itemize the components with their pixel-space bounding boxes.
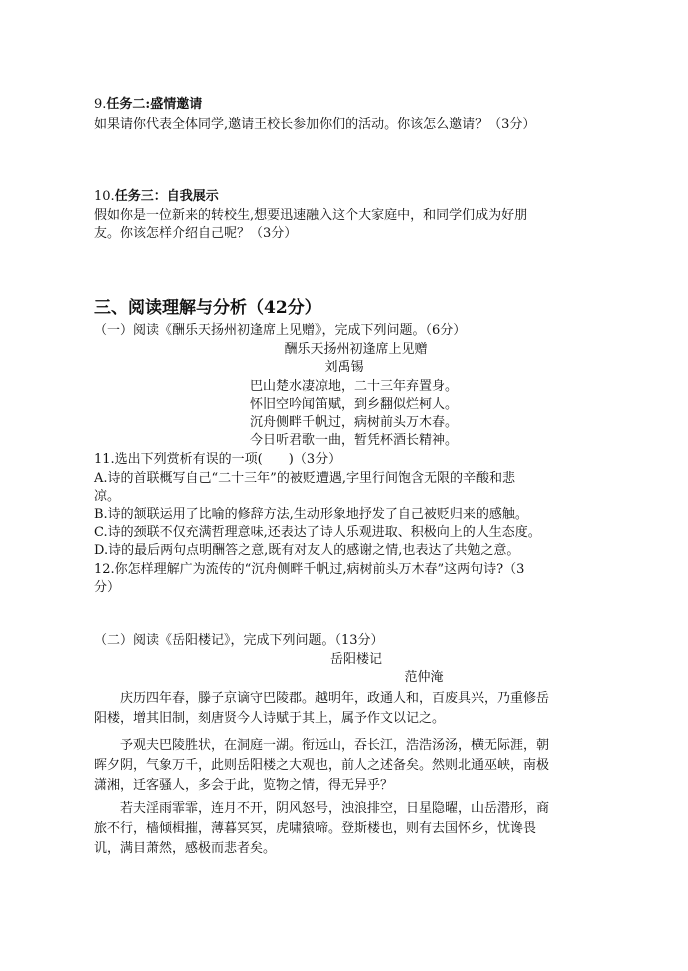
paragraph-2-line2: 晖夕阴，气象万千，此则岳阳楼之大观也，前人之述备矣。然则北通巫峡，南极 bbox=[94, 758, 550, 773]
text-author: 范仲淹 bbox=[404, 670, 444, 685]
poem-line-4: 今日听君歌一曲，暂凭杯酒长精神。 bbox=[250, 433, 459, 448]
paragraph-1-line2: 阳楼，增其旧制，刻唐贤今人诗赋于其上，属予作文以记之。 bbox=[94, 711, 446, 726]
q11-option-a-line1: A.诗的首联概写自己“二十三年”的被贬遭遇,字里行间饱含无限的辛酸和悲 bbox=[94, 471, 515, 486]
q11-option-c: C.诗的颈联不仅充满哲理意味,还表达了诗人乐观进取、积极向上的人生态度。 bbox=[94, 525, 541, 540]
q12-stem-line1: 12.你怎样理解广为流传的“沉舟侧畔千帆过,病树前头万木春”这两句诗?（3 bbox=[94, 562, 525, 577]
text-title: 岳阳楼记 bbox=[329, 652, 382, 667]
q9-number: 9. bbox=[94, 97, 107, 112]
q9-title: 任务二:盛情邀请 bbox=[106, 97, 203, 112]
q12-stem-line2: 分） bbox=[94, 580, 121, 595]
q9-prompt: 如果请你代表全体同学,邀请王校长参加你们的活动。你该怎么邀请？（3分） bbox=[94, 117, 536, 132]
q11-option-b: B.诗的颔联运用了比喻的修辞方法,生动形象地抒发了自己被贬归来的感触。 bbox=[94, 507, 528, 522]
q9-heading bbox=[94, 96, 202, 114]
poem-author: 刘禹锡 bbox=[324, 360, 364, 375]
q11-option-d: D.诗的最后两句点明酬答之意,既有对友人的感谢之情,也表达了共勉之意。 bbox=[94, 543, 520, 558]
poem-line-1: 巴山楚水凄凉地，二十三年弃置身。 bbox=[250, 379, 459, 394]
poem-title: 酬乐天扬州初逢席上见赠 bbox=[284, 342, 428, 357]
paragraph-3-line2: 旅不行，樯倾楫摧，薄暮冥冥，虎啸猿啼。登斯楼也，则有去国怀乡，忧谗畏 bbox=[94, 821, 537, 836]
poem-line-3: 沉舟侧畔千帆过，病树前头万木春。 bbox=[250, 415, 459, 430]
paragraph-1-line1: 庆历四年春，滕子京谪守巴陵郡。越明年，政通人和，百废具兴，乃重修岳 bbox=[94, 691, 550, 706]
q11-option-a-line2: 凉。 bbox=[94, 489, 121, 504]
poem-line-2: 怀旧空吟闻笛赋，到乡翻似烂柯人。 bbox=[250, 397, 459, 412]
paragraph-3-line3: 讥，满目萧然，感极而悲者矣。 bbox=[94, 841, 277, 856]
paragraph-2-line1: 予观夫巴陵胜状，在洞庭一湖。衔远山，吞长江，浩浩汤汤，横无际涯，朝 bbox=[94, 738, 550, 753]
q10-number: 10. bbox=[94, 189, 115, 204]
q10-title: 任务三：自我展示 bbox=[114, 189, 219, 204]
q10-prompt-line1: 假如你是一位新来的转校生,想要迅速融入这个大家庭中，和同学们成为好朋 bbox=[94, 208, 528, 223]
paragraph-3-line1: 若夫淫雨霏霏，连月不开，阴风怒号，浊浪排空，日星隐曜，山岳潜形，商 bbox=[94, 801, 550, 816]
part2-intro: （二）阅读《岳阳楼记》，完成下列问题。（13分） bbox=[94, 633, 384, 648]
q11-stem: 11.选出下列赏析有误的一项( )（3分） bbox=[94, 452, 342, 467]
q10-prompt-line2: 友。你该怎样介绍自己呢？（3分） bbox=[94, 226, 298, 241]
part1-intro: （一）阅读《酬乐天扬州初逢席上见赠》，完成下列问题。（6分） bbox=[94, 323, 467, 338]
section3-title: 三、阅读理解与分析（42分） bbox=[94, 298, 322, 318]
q10-heading bbox=[94, 188, 219, 206]
paragraph-2-line3: 潇湘，迁客骚人，多会于此，览物之情，得无异乎？ bbox=[94, 778, 394, 793]
